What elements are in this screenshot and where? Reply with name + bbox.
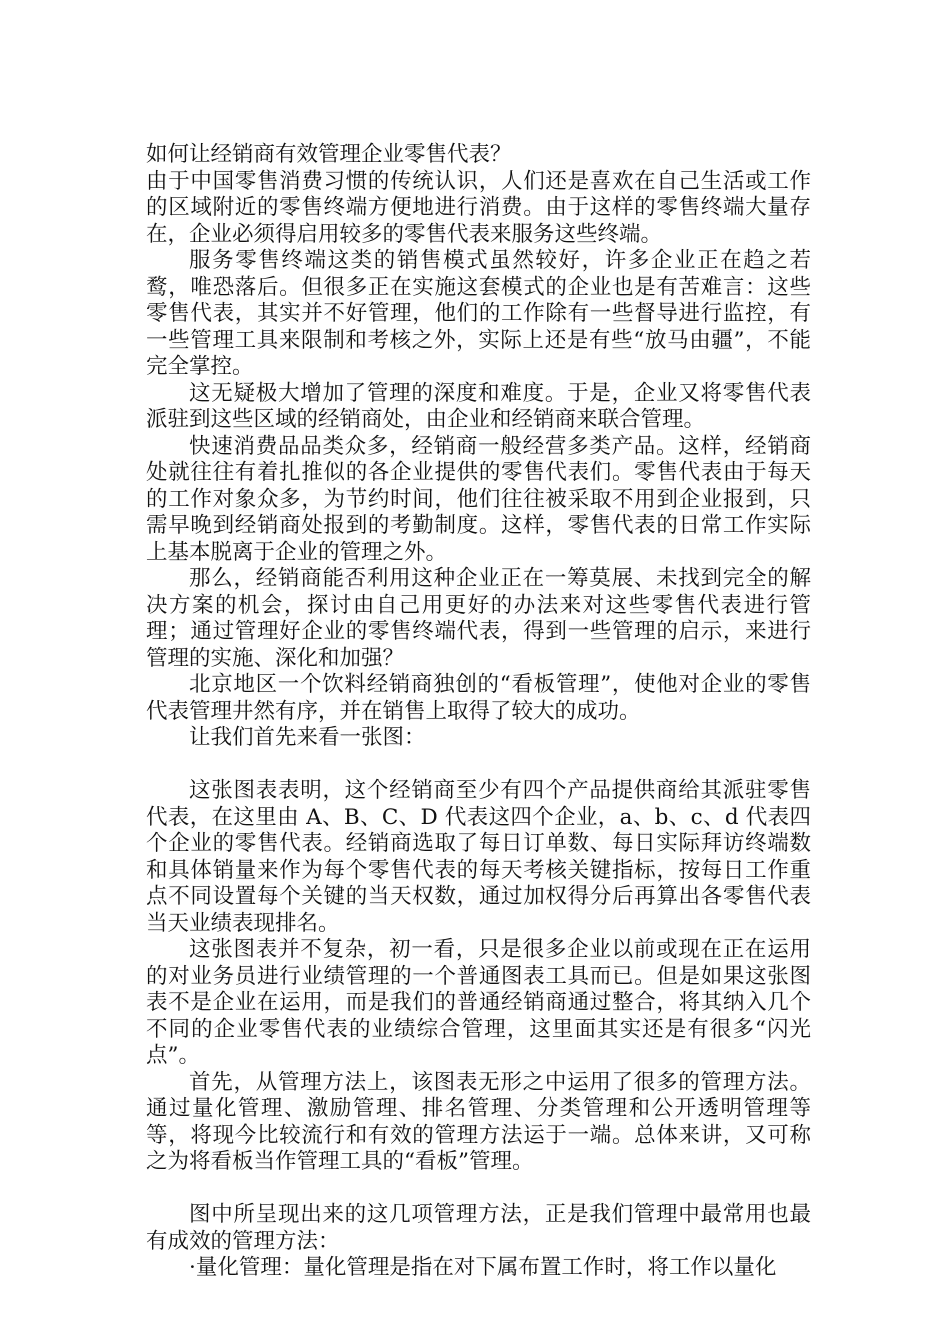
paragraph-11: 图中所呈现出来的这几项管理方法，正是我们管理中最常用也最有成效的管理方法： bbox=[146, 1202, 811, 1254]
document-body bbox=[146, 142, 811, 1282]
document-title: 如何让经销商有效管理企业零售代表？ bbox=[146, 142, 512, 167]
paragraph-6: 北京地区一个饮料经销商独创的“看板管理”，使他对企业的零售代表管理井然有序，并在销售上取得了较大的成功。 bbox=[146, 672, 811, 724]
paragraph-8: 这张图表表明，这个经销商至少有四个产品提供商给其派驻零售代表，在这里由 A、B、C、D 代表这四个企业，a、b、c、d 代表四个企业的零售代表。经销商选取了每日订单数、每日实际拜访终端数和具体销量来作为每个零售代表的每天考核关键指标，按每日工作重点不同设置每个关键的当天权数，通过加权得分后再算出各零售代表当天业绩表现排名。 bbox=[146, 778, 811, 936]
paragraph-1: 由于中国零售消费习惯的传统认识，人们还是喜欢在自己生活或工作的区域附近的零售终端方便地进行消费。由于这样的零售终端大量存在，企业必须得启用较多的零售代表来服务这些终端。 bbox=[146, 168, 811, 247]
paragraph-5: 那么，经销商能否利用这种企业正在一筹莫展、未找到完全的解决方案的机会，探讨由自己用更好的办法来对这些零售代表进行管理；通过管理好企业的零售终端代表，得到一些管理的启示，来进行管理的实施、深化和加强？ bbox=[146, 566, 811, 671]
paragraph-9: 这张图表并不复杂，初一看，只是很多企业以前或现在正在运用的对业务员进行业绩管理的一个普通图表工具而已。但是如果这张图表不是企业在运用，而是我们的普通经销商通过整合，将其纳入几个不同的企业零售代表的业绩综合管理，这里面其实还是有很多“闪光点”。 bbox=[146, 937, 811, 1068]
paragraph-2: 服务零售终端这类的销售模式虽然较好，许多企业正在趋之若鹜，唯恐落后。但很多正在实施这套模式的企业也是有苦难言：这些零售代表，其实并不好管理，他们的工作除有一些督导进行监控，有一些管理工具来限制和考核之外，实际上还是有些“放马由疆”，不能完全掌控。 bbox=[146, 248, 811, 379]
paragraph-3: 这无疑极大增加了管理的深度和难度。于是，企业又将零售代表派驻到这些区域的经销商处，由企业和经销商来联合管理。 bbox=[146, 380, 811, 432]
paragraph-7: 让我们首先来看一张图： bbox=[189, 725, 426, 750]
blank-line bbox=[146, 1176, 811, 1203]
figure-placeholder-gap bbox=[146, 752, 811, 779]
paragraph-12: ·量化管理：量化管理是指在对下属布置工作时，将工作以量化 bbox=[189, 1255, 777, 1280]
paragraph-10: 首先，从管理方法上，该图表无形之中运用了很多的管理方法。通过量化管理、激励管理、排名管理、分类管理和公开透明管理等等，将现今比较流行和有效的管理方法运于一端。总体来讲，又可称之为将看板当作管理工具的“看板”管理。 bbox=[146, 1069, 811, 1174]
paragraph-4: 快速消费品品类众多，经销商一般经营多类产品。这样，经销商处就往往有着扎推似的各企业提供的零售代表们。零售代表由于每天的工作对象众多，为节约时间，他们往往被采取不用到企业报到，只需早晚到经销商处报到的考勤制度。这样，零售代表的日常工作实际上基本脱离于企业的管理之外。 bbox=[146, 433, 811, 565]
